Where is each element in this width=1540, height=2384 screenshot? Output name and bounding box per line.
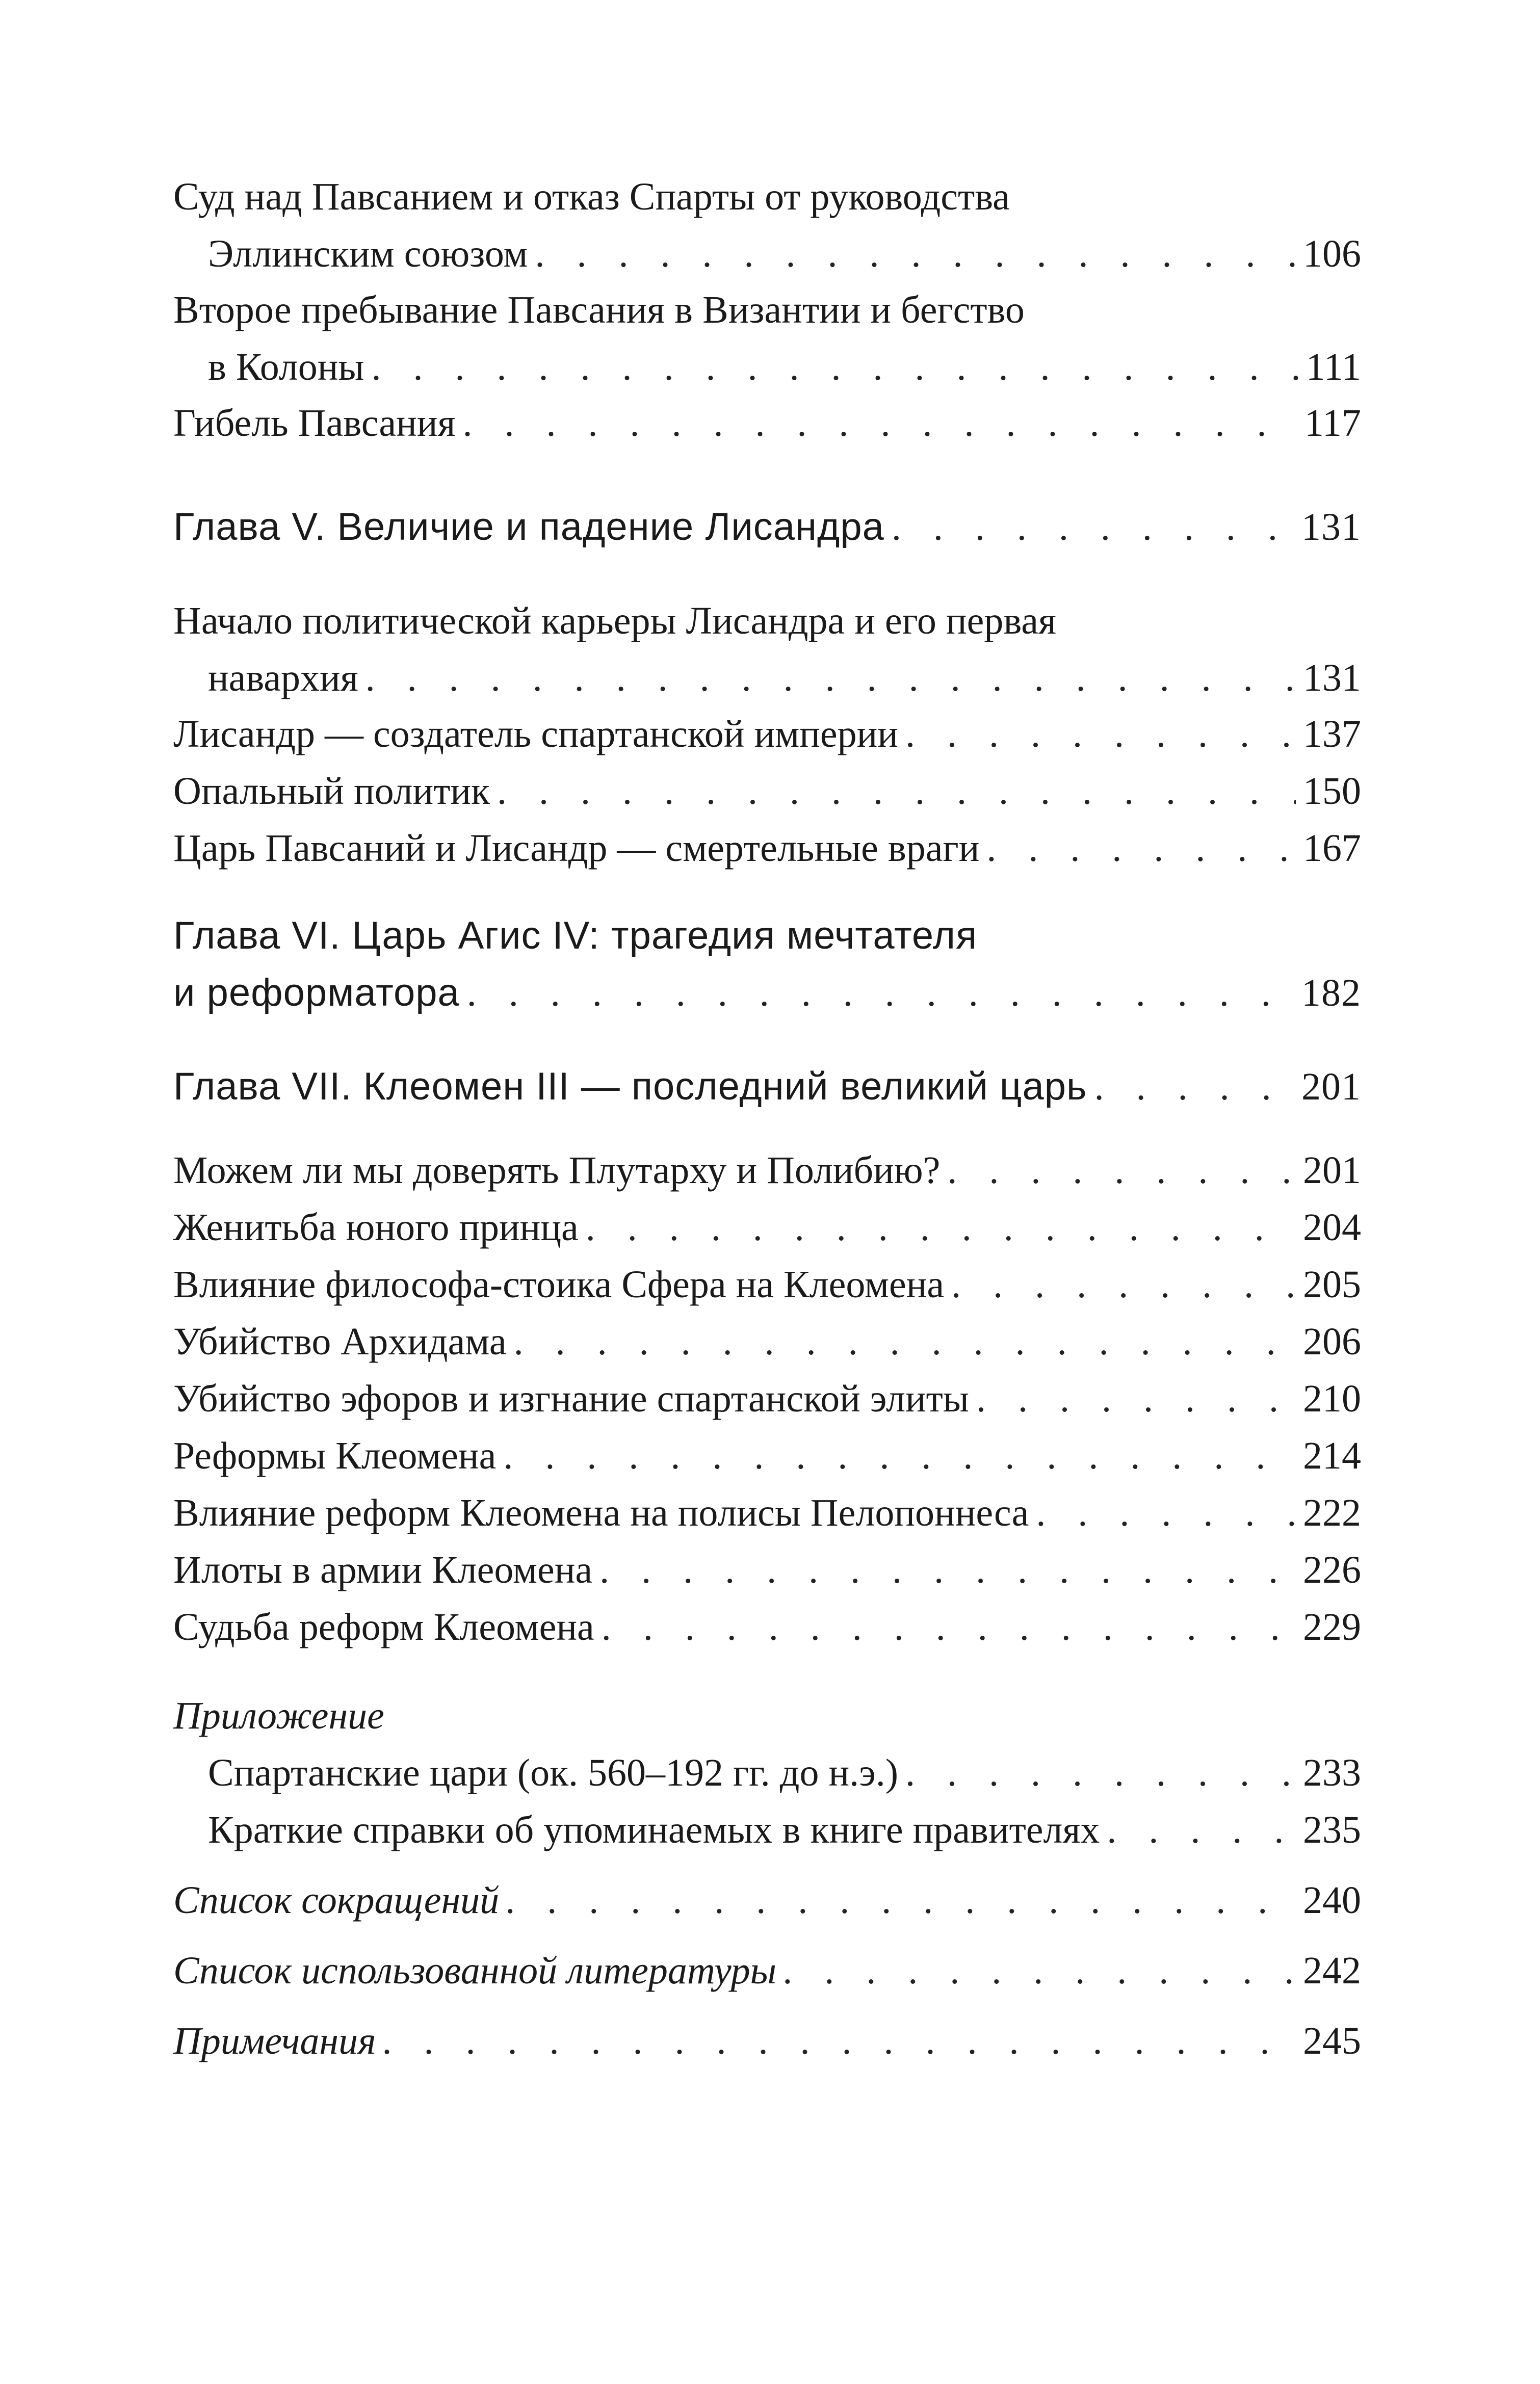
toc-entry[interactable] <box>173 1256 1361 1313</box>
toc-entry-title: Список использованной литературы <box>173 1949 777 1992</box>
toc-entry-title: Реформы Клеомена <box>173 1434 497 1477</box>
dot-leader <box>1094 1058 1294 1115</box>
dot-leader <box>467 964 1294 1021</box>
toc-entry-title: Можем ли мы доверять Плутарху и Полибию? <box>173 1149 941 1192</box>
toc-entry-title: Гибель Павсания <box>173 402 456 444</box>
toc-entry-title: Опальный политик <box>173 770 490 813</box>
toc-page-number: 150 <box>1303 770 1361 813</box>
toc-entry[interactable] <box>173 1313 1361 1370</box>
toc-chapter-title-cont: и реформатора <box>173 971 460 1014</box>
toc-page-number: 117 <box>1304 402 1361 444</box>
toc-entry-title-cont: навархия <box>208 657 358 699</box>
toc-entry[interactable] <box>173 763 1361 820</box>
toc-chapter-title: Глава VII. Клеомен III — последний великий царь <box>173 1065 1087 1108</box>
toc-page-number: 206 <box>1303 1320 1361 1363</box>
toc-entry-title: Спартанские цари (ок. 560–192 гг. до н.э.) <box>208 1751 899 1794</box>
toc-page-number: 226 <box>1303 1549 1361 1591</box>
toc-page-number: 201 <box>1301 1065 1361 1108</box>
toc-entry-title: Лисандр — создатель спартанской империи <box>173 713 898 755</box>
toc-entry-title: Влияние философа-стоика Сфера на Клеомена <box>173 1263 945 1306</box>
toc-page-number: 240 <box>1303 1879 1361 1922</box>
toc-entry[interactable] <box>173 1484 1361 1541</box>
toc-chapter[interactable] <box>173 499 1361 556</box>
toc-entry[interactable] <box>173 592 1361 706</box>
toc-entry[interactable] <box>173 1370 1361 1427</box>
dot-leader <box>947 1142 1296 1199</box>
toc-page-number: 242 <box>1303 1949 1361 1992</box>
dot-leader <box>976 1370 1296 1427</box>
toc-entry-title: Женитьба юного принца <box>173 1206 579 1249</box>
toc-chapter-title: Глава V. Величие и падение Лисандра <box>173 505 884 548</box>
toc-entry[interactable] <box>173 1872 1361 1929</box>
toc-page-number: 222 <box>1303 1491 1361 1534</box>
dot-leader <box>951 1256 1296 1313</box>
dot-leader <box>514 1313 1296 1370</box>
toc-entry[interactable] <box>173 1142 1361 1199</box>
dot-leader <box>905 1744 1296 1801</box>
toc-chapter[interactable] <box>173 1058 1361 1115</box>
toc-page-number: 137 <box>1303 713 1361 755</box>
toc-entry[interactable] <box>173 1199 1361 1256</box>
dot-leader <box>497 763 1296 820</box>
toc-page-number: 182 <box>1301 972 1361 1014</box>
toc-entry-title: Илоты в армии Клеомена <box>173 1549 593 1591</box>
dot-leader <box>784 1942 1296 1999</box>
dot-leader <box>383 2012 1296 2069</box>
toc-entry[interactable] <box>173 705 1361 763</box>
dot-leader <box>986 820 1296 877</box>
dot-leader <box>599 1541 1296 1599</box>
toc-page-number: 214 <box>1303 1434 1361 1477</box>
toc-entry[interactable] <box>173 1599 1361 1656</box>
toc-entry[interactable] <box>173 1541 1361 1599</box>
toc-entry-title: Второе пребывание Павсания в Византии и бегство <box>173 289 1025 331</box>
toc-entry[interactable] <box>173 1942 1361 1999</box>
toc-appendix-heading[interactable] <box>173 1687 1361 1744</box>
toc-entry[interactable] <box>173 2012 1361 2069</box>
toc-entry-title: Убийство эфоров и изгнание спартанской элиты <box>173 1377 969 1420</box>
toc-entry-title: Влияние реформ Клеомена на полисы Пелопоннеса <box>173 1491 1029 1534</box>
toc-entry-title: Начало политической карьеры Лисандра и его первая <box>173 599 1056 642</box>
toc-page-number: 167 <box>1303 827 1361 870</box>
dot-leader <box>586 1199 1296 1256</box>
toc-entry[interactable] <box>173 168 1361 282</box>
toc-page-number: 233 <box>1303 1751 1361 1794</box>
toc-entry-title-cont: Эллинским союзом <box>208 232 528 275</box>
dot-leader <box>371 338 1298 396</box>
toc-entry[interactable] <box>173 1744 1361 1801</box>
toc-chapter[interactable] <box>173 907 1361 1021</box>
dot-leader <box>366 649 1296 706</box>
toc-page-number: 111 <box>1306 346 1361 388</box>
toc-entry[interactable] <box>173 395 1361 452</box>
toc-page-number: 131 <box>1303 657 1361 699</box>
toc-entry[interactable] <box>173 1801 1361 1858</box>
toc-page-number: 201 <box>1303 1149 1361 1192</box>
toc-entry[interactable] <box>173 281 1361 396</box>
toc-entry-title: Царь Павсаний и Лисандр — смертельные враги <box>173 827 980 870</box>
toc-entry-title: Список сокращений <box>173 1879 500 1922</box>
toc-entry-title-cont: в Колоны <box>208 346 364 388</box>
toc-page-number: 210 <box>1303 1377 1361 1420</box>
dot-leader <box>462 395 1297 452</box>
dot-leader <box>506 1872 1296 1929</box>
toc-page-number: 106 <box>1303 232 1361 275</box>
dot-leader <box>535 225 1296 282</box>
toc-entry-title: Примечания <box>173 2020 376 2062</box>
toc-entry-title: Краткие справки об упоминаемых в книге правителях <box>208 1809 1100 1851</box>
appendix-title: Приложение <box>173 1694 384 1737</box>
dot-leader <box>905 705 1296 763</box>
toc-page-number: 131 <box>1301 506 1361 548</box>
toc-entry-title: Судьба реформ Клеомена <box>173 1606 594 1648</box>
toc-page-number: 205 <box>1303 1263 1361 1306</box>
toc-chapter-title: Глава VI. Царь Агис IV: трагедия мечтателя <box>173 914 978 957</box>
toc-entry-title: Убийство Архидама <box>173 1320 507 1363</box>
dot-leader <box>1036 1484 1296 1541</box>
dot-leader <box>602 1599 1296 1656</box>
toc-page-number: 235 <box>1303 1809 1361 1851</box>
toc-entry[interactable] <box>173 1427 1361 1484</box>
toc-page-number: 229 <box>1303 1606 1361 1648</box>
dot-leader <box>1107 1801 1296 1858</box>
toc-entry[interactable] <box>173 820 1361 877</box>
dot-leader <box>892 499 1294 556</box>
dot-leader <box>503 1427 1296 1484</box>
toc-entry-title: Суд над Павсанием и отказ Спарты от руководства <box>173 175 1010 218</box>
toc-page-number: 204 <box>1303 1206 1361 1249</box>
toc-page-number: 245 <box>1303 2020 1361 2062</box>
